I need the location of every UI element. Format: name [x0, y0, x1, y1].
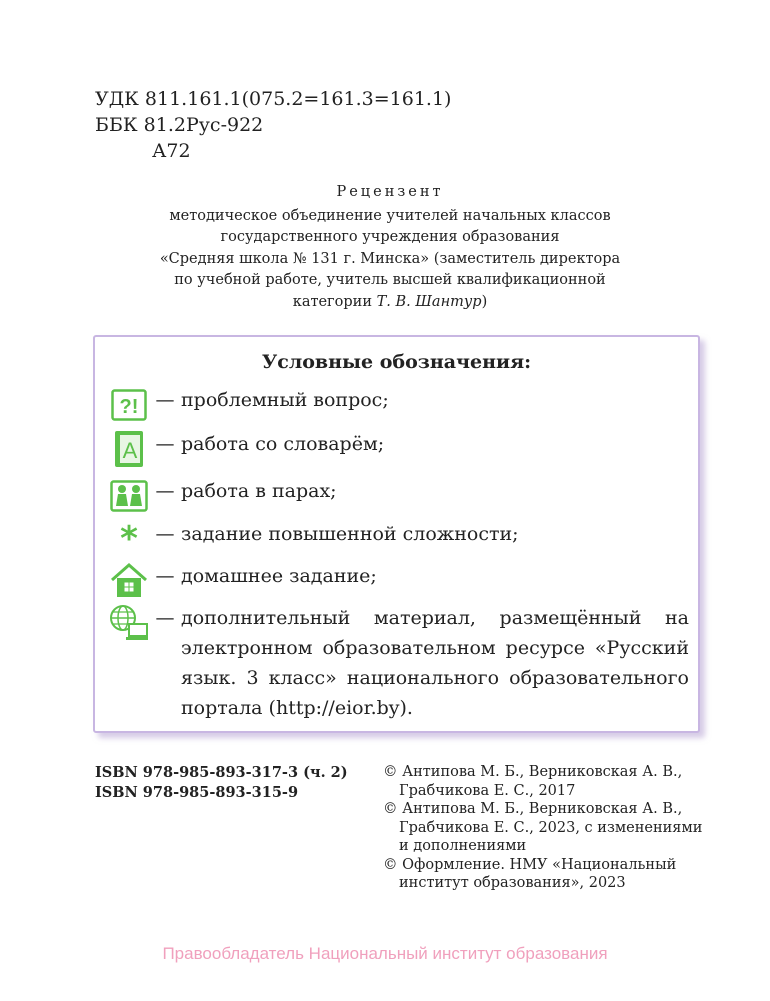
- copyright-line: © Оформление. НМУ «Национальный: [383, 856, 677, 873]
- isbn-block: [95, 763, 348, 803]
- legend-dash: —: [155, 389, 175, 411]
- copyright-line: © Антипова М. Б., Верниковская А. В.,: [383, 764, 683, 780]
- legend-dash: —: [155, 480, 175, 502]
- isbn-line: ISBN 978-985-893-317-3 (ч. 2): [95, 764, 348, 781]
- legend-text: работа в парах;: [181, 480, 337, 502]
- legend-item: [109, 476, 689, 516]
- asterisk-icon: [109, 519, 149, 559]
- reviewer-name: Т. В. Шантур: [376, 293, 482, 310]
- classification-block: [95, 86, 451, 164]
- reviewer-line: [95, 292, 685, 314]
- legend-dash: —: [155, 523, 175, 545]
- legend-item: [109, 519, 689, 559]
- legend-item: [109, 603, 689, 723]
- copyright-line: © Антипова М. Б., Верниковская А. В.,: [383, 801, 683, 817]
- reviewer-line: государственного учреждения образования: [220, 229, 560, 245]
- asterisk-glyph: *: [120, 519, 138, 559]
- legend-title: Условные обозначения:: [261, 351, 532, 373]
- legend-dash: —: [155, 565, 175, 587]
- legend-text: задание повышенной сложности;: [181, 523, 519, 545]
- pair-work-icon: [109, 476, 149, 516]
- isbn-line: ISBN 978-985-893-315-9: [95, 784, 299, 801]
- copyright-line: Грабчикова Е. С., 2017: [399, 782, 576, 799]
- legend-dash: —: [155, 433, 175, 455]
- reviewer-line: методическое объединение учителей начальных классов: [169, 207, 611, 224]
- reviewer-line: по учебной работе, учитель высшей квалификационной: [174, 272, 606, 288]
- author-code: А72: [152, 140, 191, 162]
- copyright-line: и дополнениями: [399, 838, 527, 854]
- dictionary-icon: [109, 429, 149, 469]
- legend-text: проблемный вопрос;: [181, 389, 389, 411]
- reviewer-block: [95, 182, 685, 313]
- reviewer-suffix: ): [481, 293, 488, 310]
- svg-text:?!: ?!: [119, 396, 139, 418]
- home-icon: [109, 561, 149, 601]
- copyright-block: [383, 763, 713, 893]
- legend-item: [109, 561, 689, 601]
- legend-item: [109, 385, 689, 425]
- problem-question-icon: [109, 385, 149, 425]
- bbk-line: ББК 81.2Рус-922: [95, 114, 264, 136]
- reviewer-line: «Средняя школа № 131 г. Минска» (заместитель директора: [159, 250, 621, 267]
- legend-text: работа со словарём;: [181, 433, 385, 455]
- rights-holder-footer: Правообладатель Национальный институт образования: [162, 944, 608, 963]
- online-resource-icon: [109, 603, 149, 643]
- reviewer-heading: Рецензент: [336, 184, 444, 200]
- copyright-line: институт образования», 2023: [399, 875, 626, 891]
- legend-dash: —: [155, 607, 175, 629]
- legend-text: домашнее задание;: [181, 565, 377, 587]
- legend-item: [109, 429, 689, 469]
- svg-text:А: А: [122, 438, 138, 463]
- legend-box: [93, 335, 700, 733]
- reviewer-prefix: категории: [292, 293, 377, 310]
- copyright-line: Грабчикова Е. С., 2023, с изменениями: [399, 819, 703, 836]
- udk-line: УДК 811.161.1(075.2=161.3=161.1): [95, 88, 452, 110]
- legend-text: дополнительный материал, размещённый на электронном образовательном ресурсе «Русский язык. 3 класс» национального образовательного портала (http://eior.by).: [181, 607, 689, 719]
